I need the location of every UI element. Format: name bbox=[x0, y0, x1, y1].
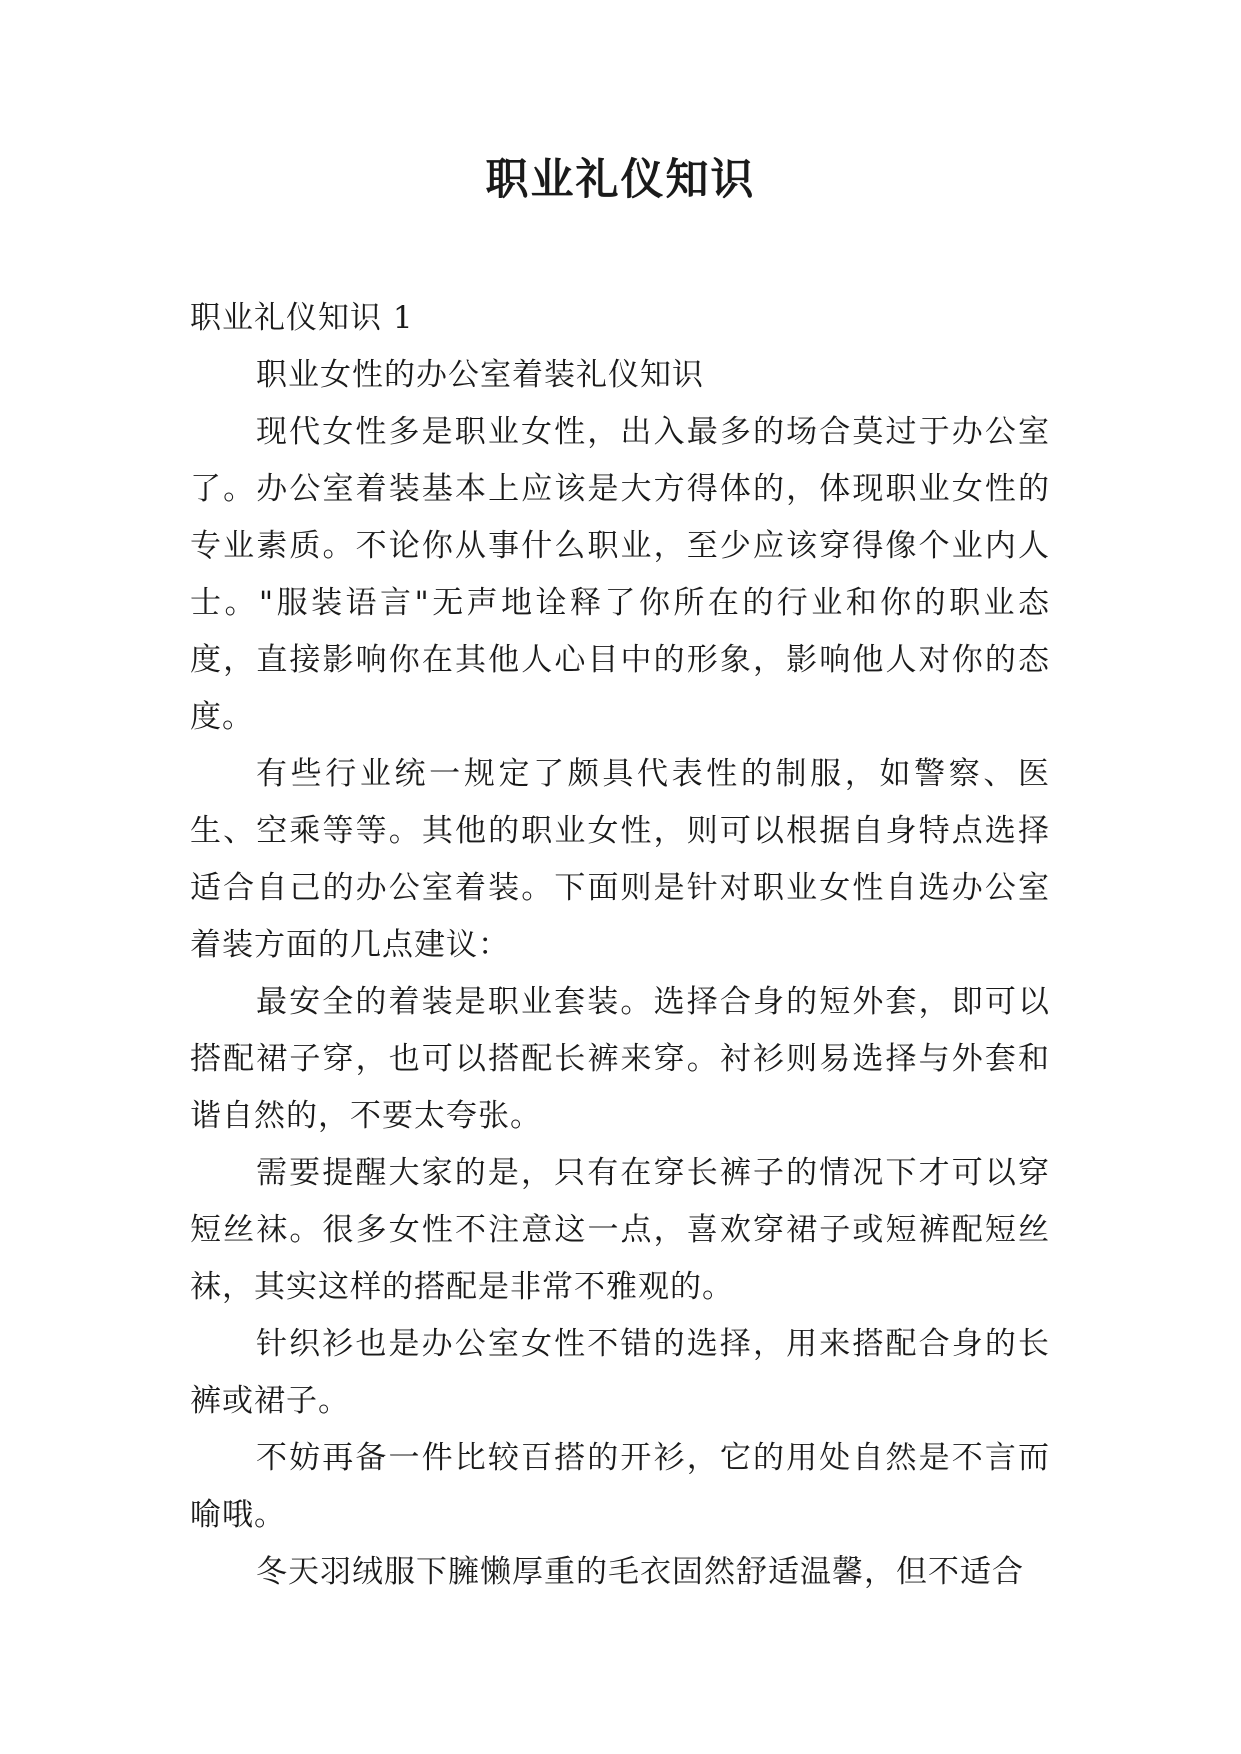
paragraph: 现代女性多是职业女性，出入最多的场合莫过于办公室了。办公室着装基本上应该是大方得体的，体现职业女性的专业素质。不论你从事什么职业，至少应该穿得像个业内人士。"服装语言"无声地诠释了你所在的行业和你的职业态度，直接影响你在其他人心目中的形象，影响他人对你的态度。 bbox=[190, 414, 1050, 735]
document-body bbox=[190, 290, 1050, 1601]
paragraph: 职业女性的办公室着装礼仪知识 bbox=[256, 357, 704, 393]
paragraph: 有些行业统一规定了颇具代表性的制服，如警察、医生、空乘等等。其他的职业女性，则可以根据自身特点选择适合自己的办公室着装。下面则是针对职业女性自选办公室着装方面的几点建议： bbox=[190, 756, 1050, 963]
paragraph: 针织衫也是办公室女性不错的选择，用来搭配合身的长裤或裙子。 bbox=[190, 1326, 1050, 1419]
paragraph: 不妨再备一件比较百搭的开衫，它的用处自然是不言而喻哦。 bbox=[190, 1440, 1050, 1533]
paragraph: 最安全的着装是职业套装。选择合身的短外套，即可以搭配裙子穿，也可以搭配长裤来穿。衬衫则易选择与外套和谐自然的，不要太夸张。 bbox=[190, 984, 1050, 1134]
paragraph: 冬天羽绒服下臃懒厚重的毛衣固然舒适温馨，但不适合 bbox=[256, 1554, 1024, 1590]
section-heading: 职业礼仪知识 1 bbox=[190, 300, 414, 336]
document-title: 职业礼仪知识 bbox=[485, 155, 756, 205]
paragraph: 需要提醒大家的是，只有在穿长裤子的情况下才可以穿短丝袜。很多女性不注意这一点，喜欢穿裙子或短裤配短丝袜，其实这样的搭配是非常不雅观的。 bbox=[190, 1155, 1050, 1305]
